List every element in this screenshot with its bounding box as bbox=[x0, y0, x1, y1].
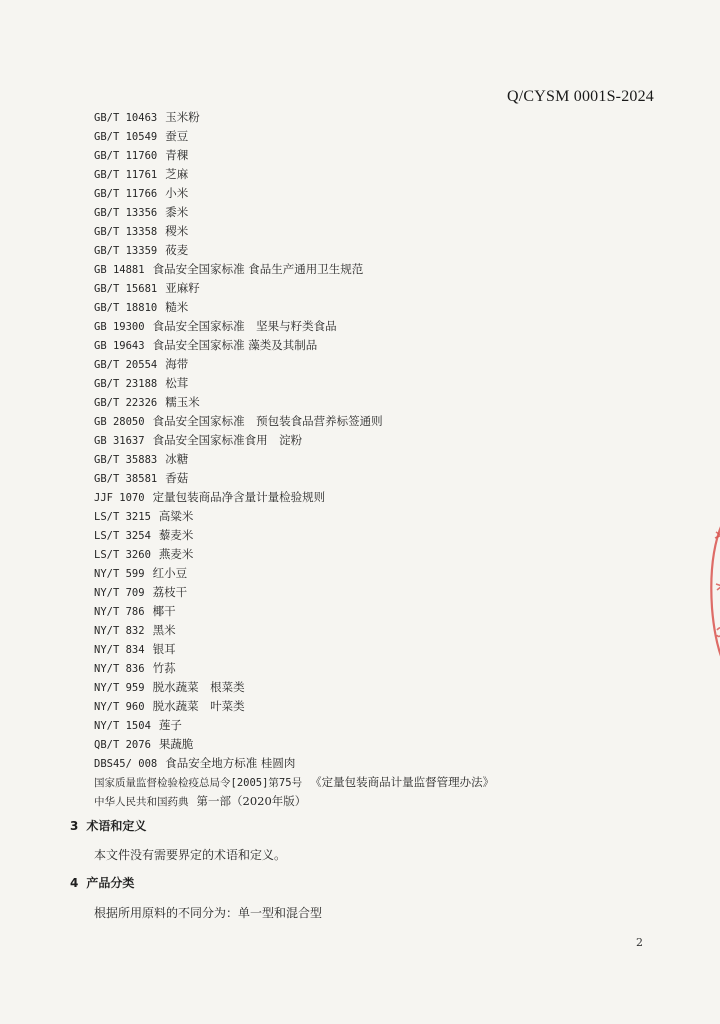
red-seal-stamp-fragment bbox=[704, 518, 720, 668]
reference-item bbox=[94, 602, 494, 621]
reference-title: 荔枝干 bbox=[152, 585, 188, 599]
reference-title: 冰糖 bbox=[165, 452, 189, 466]
reference-code: NY/T 1504 bbox=[94, 720, 151, 732]
section-title: 术语和定义 bbox=[86, 819, 147, 833]
reference-title: 芝麻 bbox=[165, 167, 189, 181]
reference-item bbox=[94, 621, 494, 640]
reference-title: 椰干 bbox=[152, 604, 176, 618]
reference-item bbox=[94, 412, 494, 431]
reference-item bbox=[94, 165, 494, 184]
reference-title: 糯玉米 bbox=[165, 395, 200, 409]
reference-code: NY/T 960 bbox=[94, 701, 145, 713]
reference-item bbox=[94, 108, 494, 127]
reference-item bbox=[94, 374, 494, 393]
reference-title: 燕麦米 bbox=[158, 547, 194, 561]
reference-code: GB/T 13358 bbox=[94, 226, 158, 238]
page-number: 2 bbox=[636, 936, 643, 949]
reference-item bbox=[94, 564, 494, 583]
normative-references-list bbox=[94, 108, 494, 811]
reference-title: 食品安全国家标准 食品生产通用卫生规范 bbox=[152, 262, 364, 276]
reference-title: 糙米 bbox=[165, 300, 189, 314]
reference-item bbox=[94, 184, 494, 203]
reference-code: GB 31637 bbox=[94, 435, 145, 447]
reference-item bbox=[94, 697, 494, 716]
reference-item bbox=[94, 431, 494, 450]
section-title: 产品分类 bbox=[86, 876, 135, 890]
reference-item bbox=[94, 678, 494, 697]
reference-item bbox=[94, 279, 494, 298]
reference-title: 莜麦 bbox=[165, 243, 189, 257]
reference-item bbox=[94, 260, 494, 279]
section-number: 3 bbox=[70, 819, 79, 833]
reference-code: GB/T 23188 bbox=[94, 378, 158, 390]
reference-code: GB 19643 bbox=[94, 340, 145, 352]
section-4-body: 根据所用原料的不同分为：单一型和混合型 bbox=[94, 906, 323, 920]
section-4-heading bbox=[70, 874, 134, 891]
reference-title: 松茸 bbox=[165, 376, 189, 390]
reference-title: 青稞 bbox=[165, 148, 189, 162]
reference-item bbox=[94, 583, 494, 602]
reference-item bbox=[94, 146, 494, 165]
document-code: Q/CYSM 0001S-2024 bbox=[507, 88, 654, 105]
reference-title: 海带 bbox=[165, 357, 189, 371]
section-number: 4 bbox=[70, 876, 79, 890]
reference-item bbox=[94, 469, 494, 488]
reference-item bbox=[94, 716, 494, 735]
reference-title: 香菇 bbox=[165, 471, 189, 485]
reference-code: GB/T 13356 bbox=[94, 207, 158, 219]
reference-item bbox=[94, 393, 494, 412]
reference-code: GB/T 10463 bbox=[94, 112, 158, 124]
reference-title: 果蔬脆 bbox=[158, 737, 194, 751]
reference-title: 蚕豆 bbox=[165, 129, 189, 143]
reference-item bbox=[94, 127, 494, 146]
reference-code: GB/T 11766 bbox=[94, 188, 158, 200]
reference-item bbox=[94, 450, 494, 469]
reference-item bbox=[94, 792, 494, 811]
reference-code: GB/T 18810 bbox=[94, 302, 158, 314]
reference-item bbox=[94, 754, 494, 773]
section-3-heading bbox=[70, 817, 146, 834]
reference-code: NY/T 834 bbox=[94, 644, 145, 656]
reference-item bbox=[94, 735, 494, 754]
reference-item bbox=[94, 298, 494, 317]
reference-item bbox=[94, 317, 494, 336]
reference-code: 中华人民共和国药典 bbox=[94, 796, 189, 808]
reference-code: GB/T 20554 bbox=[94, 359, 158, 371]
reference-code: DBS45/ 008 bbox=[94, 758, 158, 770]
reference-title: 食品安全国家标准 藻类及其制品 bbox=[152, 338, 318, 352]
reference-code: 国家质量监督检验检疫总局令[2005]第75号 bbox=[94, 777, 303, 789]
reference-code: JJF 1070 bbox=[94, 492, 145, 504]
reference-item bbox=[94, 203, 494, 222]
reference-title: 黑米 bbox=[152, 623, 176, 637]
reference-code: NY/T 786 bbox=[94, 606, 145, 618]
reference-item bbox=[94, 773, 494, 792]
section-3-body: 本文件没有需要界定的术语和定义。 bbox=[94, 848, 287, 862]
reference-item bbox=[94, 488, 494, 507]
reference-title: 第一部（2020年版） bbox=[196, 794, 307, 808]
reference-item bbox=[94, 659, 494, 678]
reference-title: 《定量包装商品计量监督管理办法》 bbox=[310, 775, 495, 789]
reference-title: 竹荪 bbox=[152, 661, 176, 675]
reference-code: GB 14881 bbox=[94, 264, 145, 276]
reference-item bbox=[94, 355, 494, 374]
reference-item bbox=[94, 507, 494, 526]
reference-title: 稷米 bbox=[165, 224, 189, 238]
reference-code: NY/T 832 bbox=[94, 625, 145, 637]
reference-code: QB/T 2076 bbox=[94, 739, 151, 751]
reference-title: 定量包装商品净含量计量检验规则 bbox=[152, 490, 326, 504]
reference-title: 食品安全国家标准 坚果与籽类食品 bbox=[152, 319, 337, 333]
reference-title: 小米 bbox=[165, 186, 189, 200]
reference-code: NY/T 599 bbox=[94, 568, 145, 580]
reference-code: GB/T 22326 bbox=[94, 397, 158, 409]
reference-title: 藜麦米 bbox=[158, 528, 194, 542]
reference-title: 黍米 bbox=[165, 205, 189, 219]
reference-code: NY/T 836 bbox=[94, 663, 145, 675]
reference-title: 食品安全国家标准 预包装食品营养标签通则 bbox=[152, 414, 383, 428]
reference-code: NY/T 709 bbox=[94, 587, 145, 599]
reference-code: GB/T 15681 bbox=[94, 283, 158, 295]
reference-title: 脱水蔬菜 叶菜类 bbox=[152, 699, 245, 713]
reference-code: GB/T 13359 bbox=[94, 245, 158, 257]
reference-item bbox=[94, 241, 494, 260]
reference-code: GB/T 10549 bbox=[94, 131, 158, 143]
reference-code: GB 19300 bbox=[94, 321, 145, 333]
reference-code: LS/T 3260 bbox=[94, 549, 151, 561]
reference-code: GB/T 11761 bbox=[94, 169, 158, 181]
reference-item bbox=[94, 336, 494, 355]
reference-item bbox=[94, 545, 494, 564]
reference-title: 高粱米 bbox=[158, 509, 194, 523]
reference-code: NY/T 959 bbox=[94, 682, 145, 694]
reference-code: GB/T 38581 bbox=[94, 473, 158, 485]
reference-title: 莲子 bbox=[158, 718, 182, 732]
reference-title: 亚麻籽 bbox=[165, 281, 200, 295]
reference-item bbox=[94, 222, 494, 241]
reference-title: 脱水蔬菜 根菜类 bbox=[152, 680, 245, 694]
reference-title: 食品安全地方标准 桂圆肉 bbox=[165, 756, 296, 770]
reference-title: 食品安全国家标准食用 淀粉 bbox=[152, 433, 303, 447]
reference-title: 玉米粉 bbox=[165, 110, 200, 124]
reference-code: LS/T 3254 bbox=[94, 530, 151, 542]
reference-title: 红小豆 bbox=[152, 566, 188, 580]
reference-code: GB/T 11760 bbox=[94, 150, 158, 162]
reference-code: GB/T 35883 bbox=[94, 454, 158, 466]
reference-code: GB 28050 bbox=[94, 416, 145, 428]
reference-code: LS/T 3215 bbox=[94, 511, 151, 523]
reference-item bbox=[94, 640, 494, 659]
reference-title: 银耳 bbox=[152, 642, 176, 656]
reference-item bbox=[94, 526, 494, 545]
